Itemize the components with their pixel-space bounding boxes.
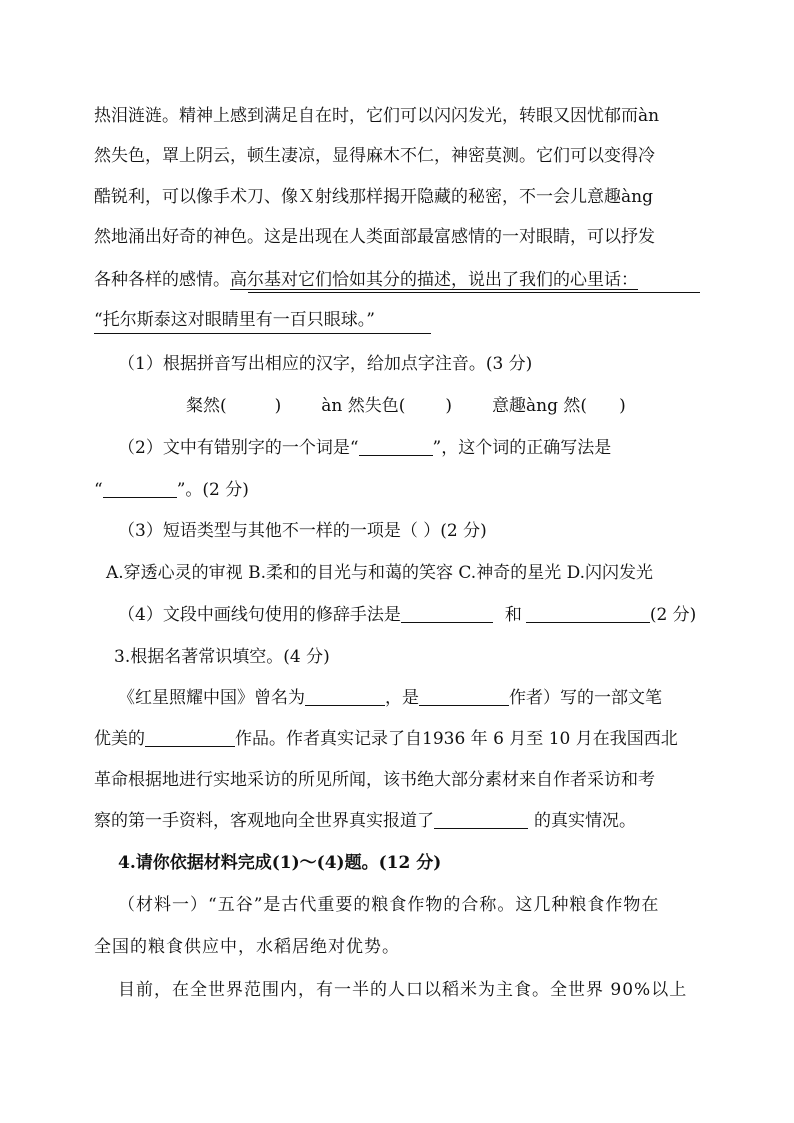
q1-close-3: ) (619, 396, 626, 416)
s3-line-2 (94, 727, 678, 751)
passage-line-5-plain: 各种各样的感情。 (94, 270, 230, 290)
s3-blank-4[interactable] (434, 810, 528, 829)
s3-l1-c: 作者）写的一部文笔 (509, 688, 662, 708)
q4-text-c: (2 分) (649, 605, 697, 625)
material-line-2: 全国的粮食供应中，水稻居绝对优势。 (94, 937, 400, 957)
q1-item-1: 粲然( (186, 396, 227, 416)
underline-rule-1 (248, 292, 700, 293)
q1-item-2: àn 然失色( (321, 396, 406, 416)
q2-line-2 (94, 478, 249, 502)
section-4-title: 4.请你依据材料完成(1)～(4)题。(12 分) (118, 853, 442, 873)
q1-items (186, 394, 626, 418)
s3-l2-b: 作品。作者真实记录了自1936 年 6 月至 10 月在我国西北 (235, 729, 678, 749)
s3-l1-a: 《红星照耀中国》曾名为 (118, 688, 305, 708)
s3-blank-3[interactable] (145, 728, 235, 747)
passage-line-1: 热泪涟涟。精神上感到满足自在时，它们可以闪闪发光，转眼又因忧郁而àn (94, 106, 660, 126)
section-3-title: 3.根据名著常识填空。(4 分) (114, 647, 330, 667)
s3-l4-a: 察的第一手资料，客观地向全世界真实报道了 (94, 811, 434, 831)
q2-text-c: “ (94, 480, 103, 500)
q2-blank-1[interactable] (359, 437, 433, 456)
s3-blank-1[interactable] (305, 687, 385, 706)
passage-line-2: 然失色，罩上阴云，顿生凄凉，显得麻木不仁，神密莫测。它们可以变得冷 (94, 146, 655, 166)
q4-blank-1[interactable] (401, 604, 493, 623)
q2-text-b: ”，这个词的正确写法是 (432, 438, 612, 458)
s3-l1-b: ，是 (385, 688, 419, 708)
passage-line-4: 然地涌出好奇的神色。这是出现在人类面部最富感情的一对眼睛，可以抒发 (94, 227, 655, 247)
underlined-sentence-part1: 高尔基对它们恰如其分的描述，说出了我们的心里话： (230, 270, 638, 290)
q1-prompt: （1）根据拼音写出相应的汉字，给加点字注音。(3 分) (118, 354, 533, 374)
q1-close-2: ) (445, 396, 453, 416)
s3-l4-b: 的真实情况。 (534, 811, 636, 831)
q4-text-a: （4）文段中画线句使用的修辞手法是 (118, 605, 401, 625)
material-line-3: 目前，在全世界范围内，有一半的人口以稻米为主食。全世界 90%以上 (118, 980, 688, 1000)
passage-line-3: 酷锐利，可以像手术刀、像Ｘ射线那样揭开隐藏的秘密，不一会儿意趣àng (94, 187, 653, 207)
q2-text-d: ”。(2 分) (176, 480, 249, 500)
passage-line-5 (94, 268, 638, 292)
s3-line-1 (118, 686, 662, 710)
s3-line-4 (94, 809, 636, 833)
q2-line-1 (118, 436, 611, 460)
underline-rule-2 (94, 333, 431, 334)
q1-close-1: ) (274, 396, 282, 416)
s3-line-3: 革命根据地进行实地采访的所见所闻，该书绝大部分素材来自作者采访和考 (94, 770, 655, 790)
s3-blank-2[interactable] (419, 687, 509, 706)
material-line-1: （材料一）“五谷”是古代重要的粮食作物的合称。这几种粮食作物在 (118, 895, 660, 915)
q3-prompt: （3）短语类型与其他不一样的一项是（ ）(2 分) (118, 521, 487, 541)
q3-options: A.穿透心灵的审视 B.柔和的目光与和蔼的笑容 C.神奇的星光 D.闪闪发光 (106, 563, 654, 583)
passage-line-6: “托尔斯泰这对眼睛里有一百只眼球。” (94, 310, 375, 330)
q1-item-3: 意趣àng 然( (492, 396, 588, 416)
q4-blank-2[interactable] (526, 604, 650, 623)
q2-blank-2[interactable] (103, 479, 177, 498)
q4-text-b: 和 (504, 605, 522, 625)
s3-l2-a: 优美的 (94, 729, 145, 749)
q2-text-a: （2）文中有错别字的一个词是“ (118, 438, 359, 458)
q4-line (118, 603, 696, 627)
